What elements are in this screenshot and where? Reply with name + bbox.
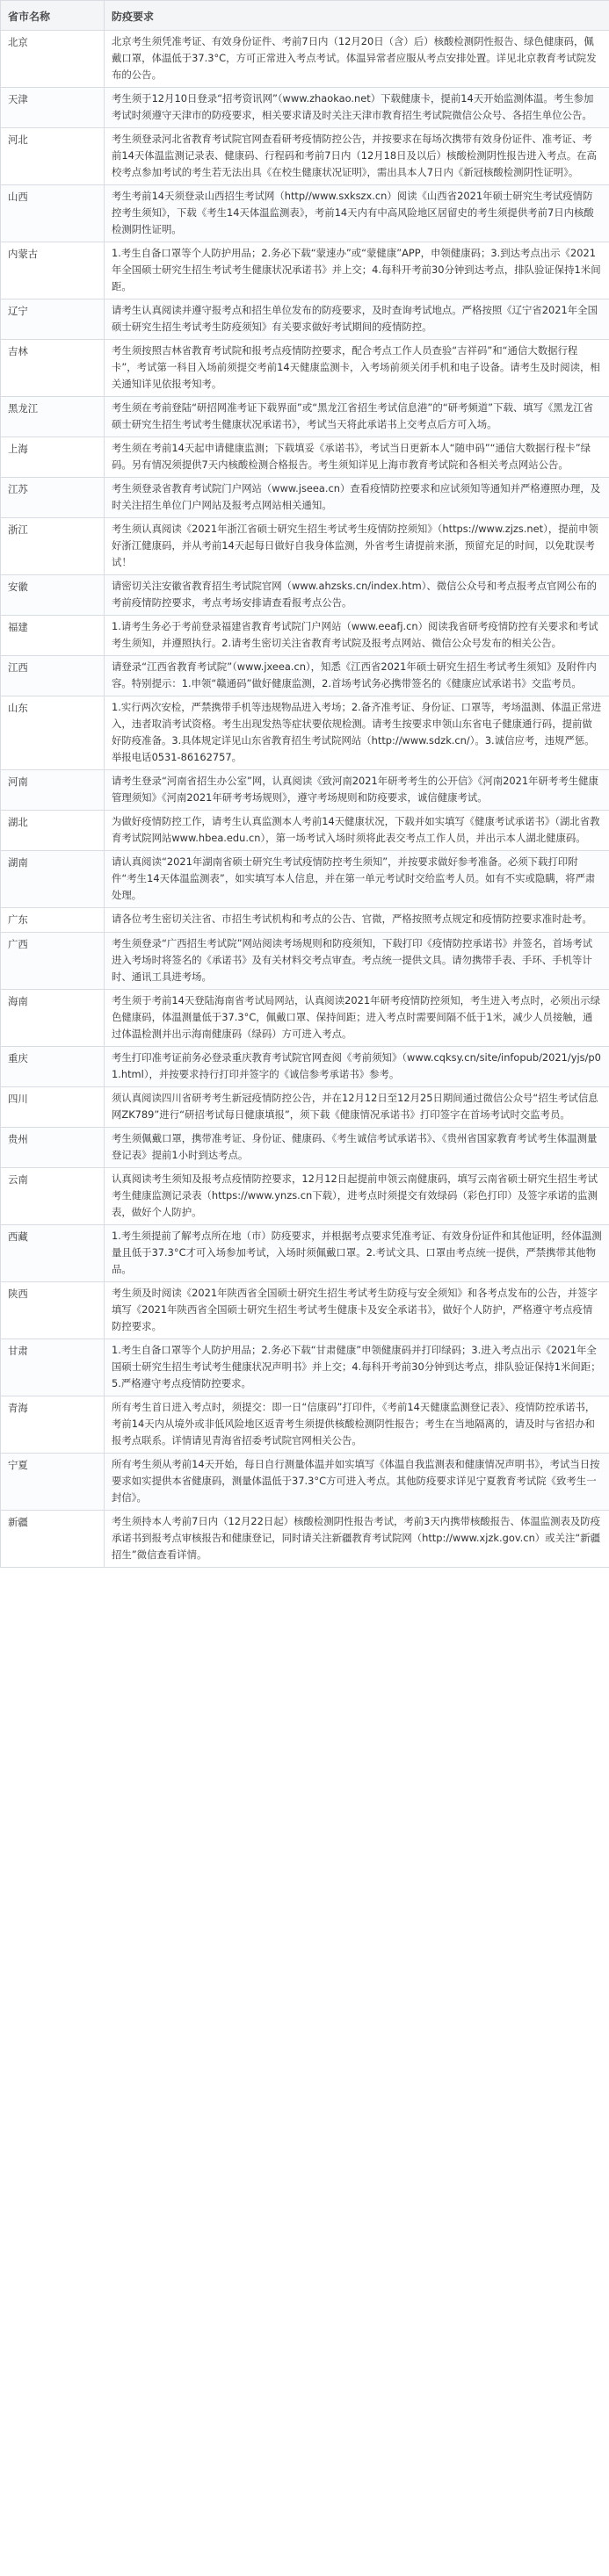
province-cell: 黑龙江	[1, 397, 105, 437]
requirement-cell: 请登录“江西省教育考试院”（www.jxeea.cn），知悉《江西省2021年硕士研究生招生考试考生须知》及附件内容。特别提示：1.申领“赣通码”做好健康监测，2.首场考试务必携带签名的《健康应试承诺书》交监考员。	[105, 656, 609, 696]
requirement-cell: 考生考前14天须登录山西招生考试网（http//www.sxkszx.cn）阅读《山西省2021年硕士研究生考试疫情防控考生须知》，下载《考生14天体温监测表》，考前14天内有中高风险地区居留史的考生须提供考前7日内核酸检测阴性证明。	[105, 185, 609, 242]
province-cell: 青海	[1, 1396, 105, 1454]
requirement-cell: 考生打印准考证前务必登录重庆教育考试院官网查阅《考前须知》（www.cqksy.cn/site/infopub/2021/yjs/p01.html），并按要求持行打印并签字的《诚信参考承诺书》参考。	[105, 1047, 609, 1087]
requirement-cell: 请认真阅读“2021年湖南省硕士研究生考试疫情防控考生须知”，并按要求做好参考准备。必须下载打印附件“考生14天体温监测表”，如实填写本人信息，并在第一单元考试时交给监考人员。如有不实或隐瞒，将严肃处理。	[105, 851, 609, 908]
requirement-cell: 所有考生须从考前14天开始，每日自行测量体温并如实填写《体温自我监测表和健康情况声明书》，考试当日按要求如实提供本省健康码，测量体温低于37.3°C方可进入考点。其他防疫要求详见宁夏教育考试院《致考生一封信》。	[105, 1454, 609, 1511]
table-row	[1, 770, 609, 811]
table-row	[1, 1168, 609, 1225]
requirement-cell: 所有考生首日进入考点时，须提交：即一日“信康码”打印件，《考前14天健康监测登记表》、疫情防控承诺书，考前14天内从境外或非低风险地区返青考生须提供核酸检测阴性报告；考生在当地隔离的，请及时与省招办和报考点联系。详情请见青海省招委考试院官网相关公告。	[105, 1396, 609, 1454]
requirement-cell: 考生须在考前14天起申请健康监测；下载填妥《承诺书》，考试当日更新本人“随申码”“通信大数据行程卡”绿码。另有情况须提供7天内核酸检测合格报告。考生须知详见上海市教育考试院和各相关考点网站公告。	[105, 437, 609, 478]
table-row	[1, 656, 609, 696]
province-cell: 河南	[1, 770, 105, 811]
requirement-cell: 请密切关注安徽省教育招生考试院官网（www.ahzsks.cn/index.htm）、微信公众号和考点报考点官网公布的考前疫情防控要求，考点考场安排请查看报考点公告。	[105, 575, 609, 616]
table-row	[1, 478, 609, 518]
requirement-cell: 考生须于12月10日登录“招考资讯网”（www.zhaokao.net）下载健康卡，提前14天开始监测体温。考生参加考试时须遵守天津市的防疫要求，相关要求请及时关注天津市教育招生考试院微信公众号、各招生单位公告。	[105, 88, 609, 128]
table-row	[1, 575, 609, 616]
requirement-cell: 考生须及时阅读《2021年陕西省全国硕士研究生招生考试考生防疫与安全须知》和各考点发布的公告，并签字填写《2021年陕西省全国硕士研究生招生考试考生健康卡及安全承诺书》，做好个人防护，严格遵守考点疫情防控要求。	[105, 1282, 609, 1339]
requirement-cell: 1.实行两次安检，严禁携带手机等违规物品进入考场；2.备齐准考证、身份证、口罩等，考场温测、体温正常进入，违者取消考试资格。考生出现发热等症状要依规检测。请考生按要求申领山东省电子健康通行码，提前做好防疫准备。3.具体规定详见山东省教育招生考试院网站（http://www.sdzk.cn/）。3.诚信应考，违规严惩。举报电话0531-86162757。	[105, 696, 609, 770]
province-cell: 江苏	[1, 478, 105, 518]
requirement-cell: 考生须于考前14天登陆海南省考试局网站，认真阅读2021年研考疫情防控须知，考生进入考点时，必须出示绿色健康码，体温测量低于37.3°C，佩戴口罩、保持间距；进入考点时需要间隔不低于1米，减少人员接触，通过体温检测并出示海南健康码（绿码）方可进入考点。	[105, 990, 609, 1047]
requirement-cell: 考生须登录河北省教育考试院官网查看研考疫情防控公告，并按要求在每场次携带有效身份证件、准考证、考前14天体温监测记录表、健康码、行程码和考前7日内（12月18日及以后）核酸检测阴性报告进入考点。在高校考点参加考试的考生若无法出具《在校生健康状况证明》，需出具本人7日内《新冠核酸检测阴性证明》。	[105, 128, 609, 185]
province-cell: 北京	[1, 31, 105, 88]
province-cell: 江西	[1, 656, 105, 696]
province-cell: 浙江	[1, 518, 105, 575]
table-row	[1, 1047, 609, 1087]
requirement-cell: 考生须登录省教育考试院门户网站（www.jseea.cn）查看疫情防控要求和应试须知等通知并严格遵照办理，及时关注招生单位门户网站及报考点网站相关通知。	[105, 478, 609, 518]
requirement-cell: 为做好疫情防控工作，请考生认真监测本人考前14天健康状况，下载并如实填写《健康考试承诺书》（湖北省教育考试院网站www.hbea.edu.cn），第一场考试入场时须将此表交考点工作人员，并出示本人湖北健康码。	[105, 811, 609, 851]
province-cell: 吉林	[1, 340, 105, 397]
province-cell: 福建	[1, 616, 105, 656]
requirement-cell: 北京考生须凭准考证、有效身份证件、考前7日内（12月20日（含）后）核酸检测阴性报告、绿色健康码，佩戴口罩，体温低于37.3°C，方可正常进入考点考试。体温异常者应服从考点安排处置。详见北京教育考试院发布的公告。	[105, 31, 609, 88]
province-cell: 海南	[1, 990, 105, 1047]
province-cell: 新疆	[1, 1511, 105, 1568]
table-row	[1, 128, 609, 185]
table-row	[1, 933, 609, 990]
province-cell: 西藏	[1, 1225, 105, 1282]
requirement-cell: 考生须认真阅读《2021年浙江省硕士研究生招生考试考生疫情防控须知》（https://www.zjzs.net），提前申领好浙江健康码，并从考前14天起每日做好自我身体监测，外省考生请提前来浙，预留充足的时间，以免耽误考试！	[105, 518, 609, 575]
table-row	[1, 397, 609, 437]
table-row	[1, 1396, 609, 1454]
requirement-cell: 认真阅读考生须知及报考点疫情防控要求，12月12日起提前申领云南健康码，填写云南省硕士研究生招生考试考生健康监测记录表（https://www.ynzs.cn下载），进考点时须提交有效绿码（彩色打印）及签字承诺的监测表，做好个人防护。	[105, 1168, 609, 1225]
province-cell: 云南	[1, 1168, 105, 1225]
table-row	[1, 1454, 609, 1511]
table-row	[1, 437, 609, 478]
table-row	[1, 908, 609, 933]
table-row	[1, 340, 609, 397]
province-cell: 安徽	[1, 575, 105, 616]
province-cell: 宁夏	[1, 1454, 105, 1511]
province-cell: 贵州	[1, 1128, 105, 1168]
province-cell: 山东	[1, 696, 105, 770]
table-row	[1, 1282, 609, 1339]
province-cell: 湖南	[1, 851, 105, 908]
header-requirement: 防疫要求	[105, 1, 609, 31]
province-cell: 河北	[1, 128, 105, 185]
table-row	[1, 1511, 609, 1568]
province-cell: 天津	[1, 88, 105, 128]
table-row	[1, 1339, 609, 1396]
table-row	[1, 616, 609, 656]
province-cell: 辽宁	[1, 299, 105, 340]
requirement-cell: 考生须按照吉林省教育考试院和报考点疫情防控要求，配合考点工作人员查验“吉祥码”和“通信大数据行程卡”，考试第一科目入场前须提交考前14天健康监测卡，入考场前须关闭手机和电子设备。请考生及时阅读，相关通知详见依报考知考。	[105, 340, 609, 397]
table-row	[1, 1128, 609, 1168]
province-cell: 山西	[1, 185, 105, 242]
requirement-cell: 1.请考生务必于考前登录福建省教育考试院门户网站（www.eeafj.cn）阅读我省研考疫情防控有关要求和考试考生须知，并遵照执行。2.请考生密切关注省教育考试院及报考点网站、微信公众号发布的相关公告。	[105, 616, 609, 656]
table-row	[1, 1225, 609, 1282]
table-row	[1, 1087, 609, 1128]
province-cell: 广西	[1, 933, 105, 990]
province-cell: 内蒙古	[1, 242, 105, 299]
table-header-row	[1, 1, 609, 31]
table-row	[1, 518, 609, 575]
requirement-cell: 1.考生自备口罩等个人防护用品；2.务必下载“甘肃健康”申领健康码并打印绿码；3.进入考点出示《2021年全国硕士研究生招生考试考生健康状况声明书》并上交；4.每科开考前30分钟到达考点，排队验证保持1米间距；5.严格遵守考点疫情防控要求。	[105, 1339, 609, 1396]
table-body	[1, 31, 609, 1568]
table-row	[1, 696, 609, 770]
requirement-cell: 1.考生自备口罩等个人防护用品；2.务必下载“蒙速办”或“蒙健康”APP，申领健康码；3.到达考点出示《2021年全国硕士研究生招生考试考生健康状况承诺书》并上交；4.每科开考前30分钟到达考点，排队验证保持1米间距。	[105, 242, 609, 299]
province-cell: 重庆	[1, 1047, 105, 1087]
table-row	[1, 990, 609, 1047]
requirement-cell: 须认真阅读四川省研考考生新冠疫情防控公告，并在12月12日至12月25日期间通过微信公众号“招生考试信息网ZK789”进行“研招考试每日健康填报”，须下载《健康情况承诺书》打印签字在首场考试时交监考员。	[105, 1087, 609, 1128]
province-cell: 广东	[1, 908, 105, 933]
province-cell: 上海	[1, 437, 105, 478]
header-province: 省市名称	[1, 1, 105, 31]
province-cell: 四川	[1, 1087, 105, 1128]
table-row	[1, 88, 609, 128]
requirement-cell: 请各位考生密切关注省、市招生考试机构和考点的公告、官微，严格按照考点规定和疫情防控要求准时赴考。	[105, 908, 609, 933]
requirement-cell: 考生须登录“广西招生考试院”网站阅读考场规则和防疫须知，下载打印《疫情防控承诺书》并签名，首场考试进入考场时将签名的《承诺书》及有关材料交考点审查。考点统一提供文具。请勿携带手表、手环、手机等计时、通讯工具进考场。	[105, 933, 609, 990]
province-cell: 湖北	[1, 811, 105, 851]
requirement-cell: 1.考生须提前了解考点所在地（市）防疫要求，并根据考点要求凭准考证、有效身份证件和其他证明，经体温测量且低于37.3°C才可入场参加考试，入场时须佩戴口罩。2.考试文具、口罩由考点统一提供，严禁携带其他物品。	[105, 1225, 609, 1282]
table-row	[1, 811, 609, 851]
table-row	[1, 242, 609, 299]
requirement-cell: 请考生登录“河南省招生办公室”网，认真阅读《致河南2021年研考考生的公开信》《河南2021年研考考生健康管理须知》《河南2021年研考考场规则》，遵守考场规则和防疫要求，诚信健康考试。	[105, 770, 609, 811]
province-cell: 陕西	[1, 1282, 105, 1339]
requirement-cell: 考生须佩戴口罩，携带准考证、身份证、健康码、《考生诚信考试承诺书》、《贵州省国家教育考试考生体温测量登记表》提前1小时到达考点。	[105, 1128, 609, 1168]
table-row	[1, 299, 609, 340]
province-cell: 甘肃	[1, 1339, 105, 1396]
requirement-cell: 请考生认真阅读并遵守报考点和招生单位发布的防疫要求，及时查询考试地点。严格按照《辽宁省2021年全国硕士研究生招生考试考生防疫须知》有关要求做好考试期间的疫情防控。	[105, 299, 609, 340]
table-row	[1, 851, 609, 908]
requirement-cell: 考生须在考前登陆“研招网准考证下载界面”或“黑龙江省招生考试信息港”的“研考频道”下载、填写《黑龙江省硕士研究生招生考试考生健康状况承诺书》，考试当天将此承诺书上交考点后方可入场。	[105, 397, 609, 437]
requirement-cell: 考生须持本人考前7日内（12月22日起）核酸检测阴性报告考试，考前3天内携带核酸报告、体温监测表及防疫承诺书到报考点审核报告和健康登记，同时请关注新疆教育考试院网（http://www.xjzk.gov.cn）或关注“新疆招生”微信查看详情。	[105, 1511, 609, 1568]
table-row	[1, 31, 609, 88]
table-row	[1, 185, 609, 242]
